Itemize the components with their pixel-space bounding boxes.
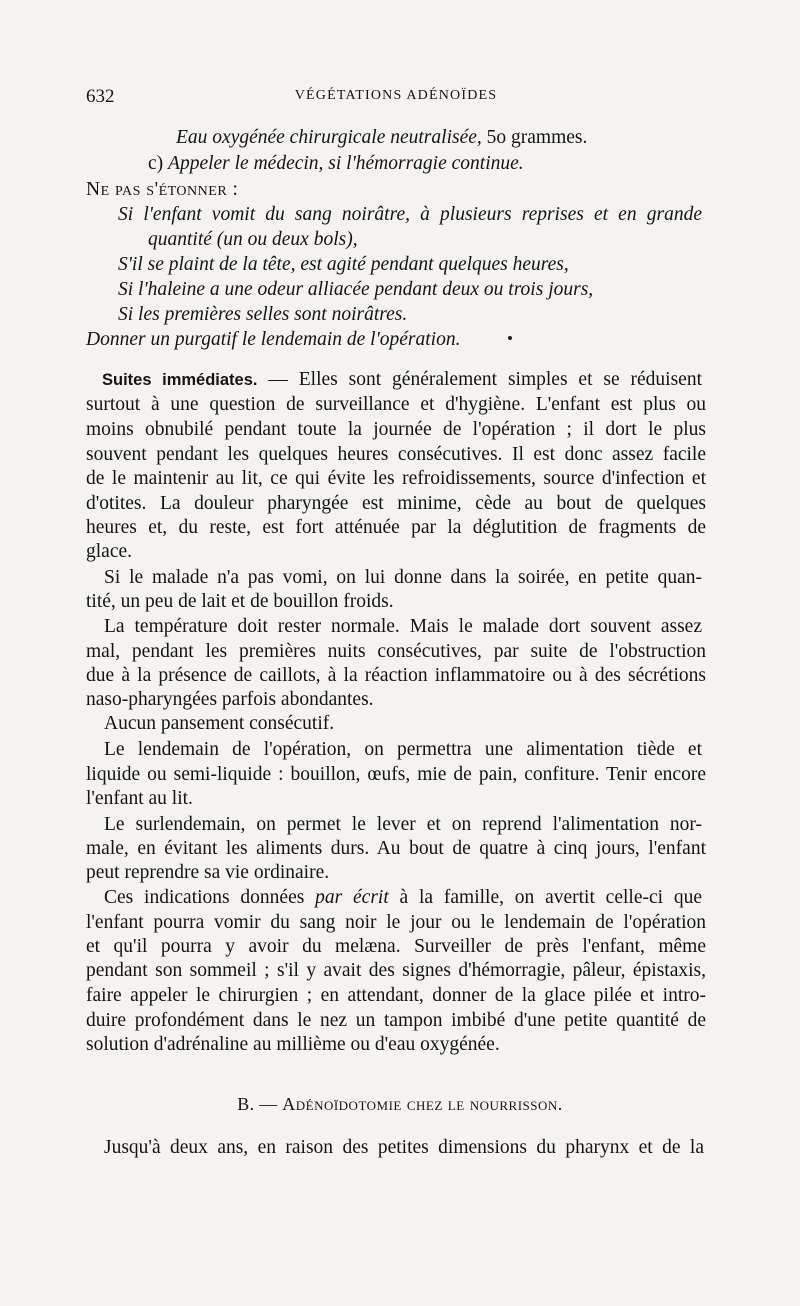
warning-line: S'il se plaint de la tête, est agité pendant quelques heures, <box>118 254 569 275</box>
paragraph-line: due à la présence de caillots, à la réaction inflammatoire ou à des sécrétions <box>86 665 706 686</box>
instruction-label-c: c) <box>148 153 169 174</box>
paragraph-line <box>104 886 702 910</box>
paragraph-line: mal, pendant les premières nuits consécutives, par suite de l'obstruction <box>86 641 706 662</box>
paragraph-line: l'enfant au lit. <box>86 788 193 809</box>
paragraph-line: Si le malade n'a pas vomi, on lui donne dans la soirée, en petite quan- <box>104 567 702 588</box>
paragraph-line: l'enfant pourra vomir du sang noir le jour ou le lendemain de l'opération <box>86 912 706 933</box>
paragraph-line: pendant son sommeil ; s'il y avait des signes d'hémorragie, pâleur, épistaxis, <box>86 960 706 981</box>
paragraph-line: solution d'adrénaline au millième ou d'eau oxygénée. <box>86 1034 500 1055</box>
paragraph-line: Le surlendemain, on permet le lever et on reprend l'alimentation nor- <box>104 814 702 835</box>
ne-pas-etonner-label: Ne pas s'étonner : <box>86 179 239 200</box>
paragraph-line: tité, un peu de lait et de bouillon froids. <box>86 591 394 612</box>
suites-heading: Suites immédiates. <box>102 371 258 389</box>
paragraph-line: glace. <box>86 541 133 562</box>
paragraph-line: Le lendemain de l'opération, on permettra une alimentation tiède et <box>104 739 702 760</box>
section-b-heading: Adénoïdotomie chez le nourrisson. <box>282 1094 563 1114</box>
paragraph-line: moins obnubilé pendant toute la journée de l'opération ; il dort le plus <box>86 419 706 440</box>
italic-par-ecrit: par écrit <box>315 887 389 908</box>
paragraph-line: peut reprendre sa vie ordinaire. <box>86 862 330 883</box>
purgatif-instruction: Donner un purgatif le lendemain de l'opération. <box>86 329 461 350</box>
print-speck <box>508 336 512 340</box>
paragraph-line: heures et, du reste, est fort atténuée par la déglutition de fragments de <box>86 517 706 538</box>
paragraph-line: et qu'il pourra y avoir du melæna. Surveiller de près l'enfant, même <box>86 936 706 957</box>
paragraph-line: liquide ou semi-liquide : bouillon, œufs, mie de pain, confiture. Tenir encore <box>86 764 706 785</box>
last-paragraph-line: Jusqu'à deux ans, en raison des petites dimensions du pharynx et de la <box>104 1137 704 1158</box>
paragraph-line: souvent pendant les quelques heures consécutives. Il est donc assez facile <box>86 444 706 465</box>
text-run: Ces indications données <box>104 887 316 908</box>
page-number: 632 <box>86 86 115 107</box>
paragraph-line: de le maintenir au lit, ce qui évite les refroidissements, source d'infection et <box>86 468 706 489</box>
paragraph-line: La température doit rester normale. Mais le malade dort souvent assez <box>104 616 702 637</box>
paragraph-line: duire profondément dans le nez un tampon imbibé d'une petite quantité de <box>86 1010 706 1031</box>
paragraph-line: surtout à une question de surveillance et d'hygiène. L'enfant est plus ou <box>86 394 706 415</box>
paragraph-line: Aucun pansement consécutif. <box>104 713 335 734</box>
instruction-line-eau-oxygenee <box>176 126 587 150</box>
running-title: VÉGÉTATIONS ADÉNOÏDES <box>294 88 498 103</box>
instruction-dose: 5o grammes. <box>481 127 588 148</box>
warning-line: Si l'enfant vomit du sang noirâtre, à plusieurs reprises et en grande <box>118 204 702 225</box>
suites-text: — Elles sont généralement simples et se réduisent <box>257 369 702 390</box>
warning-line: Si les premières selles sont noirâtres. <box>118 304 408 325</box>
instruction-italic: Appeler le médecin, si l'hémorragie continue. <box>168 153 524 174</box>
paragraph-line: naso-pharyngées parfois abondantes. <box>86 689 374 710</box>
instruction-italic: Eau oxygénée chirurgicale neutralisée, <box>176 127 482 148</box>
instruction-line-appeler <box>148 152 524 176</box>
warning-line: Si l'haleine a une odeur alliacée pendant deux ou trois jours, <box>118 279 594 300</box>
section-b-title <box>0 1094 800 1115</box>
text-run: à la famille, on avertit celle-ci que <box>388 887 703 908</box>
paragraph-line: male, en évitant les aliments durs. Au bout de quatre à cinq jours, l'enfant <box>86 838 706 859</box>
page-header <box>86 86 706 110</box>
section-b-prefix: B. — <box>237 1094 283 1114</box>
paragraph-line: d'otites. La douleur pharyngée est minime, cède au bout de quelques <box>86 493 706 514</box>
warning-line: quantité (un ou deux bols), <box>148 229 358 250</box>
suites-first-line <box>102 368 702 392</box>
paragraph-line: faire appeler le chirurgien ; en attendant, donner de la glace pilée et intro- <box>86 985 706 1006</box>
